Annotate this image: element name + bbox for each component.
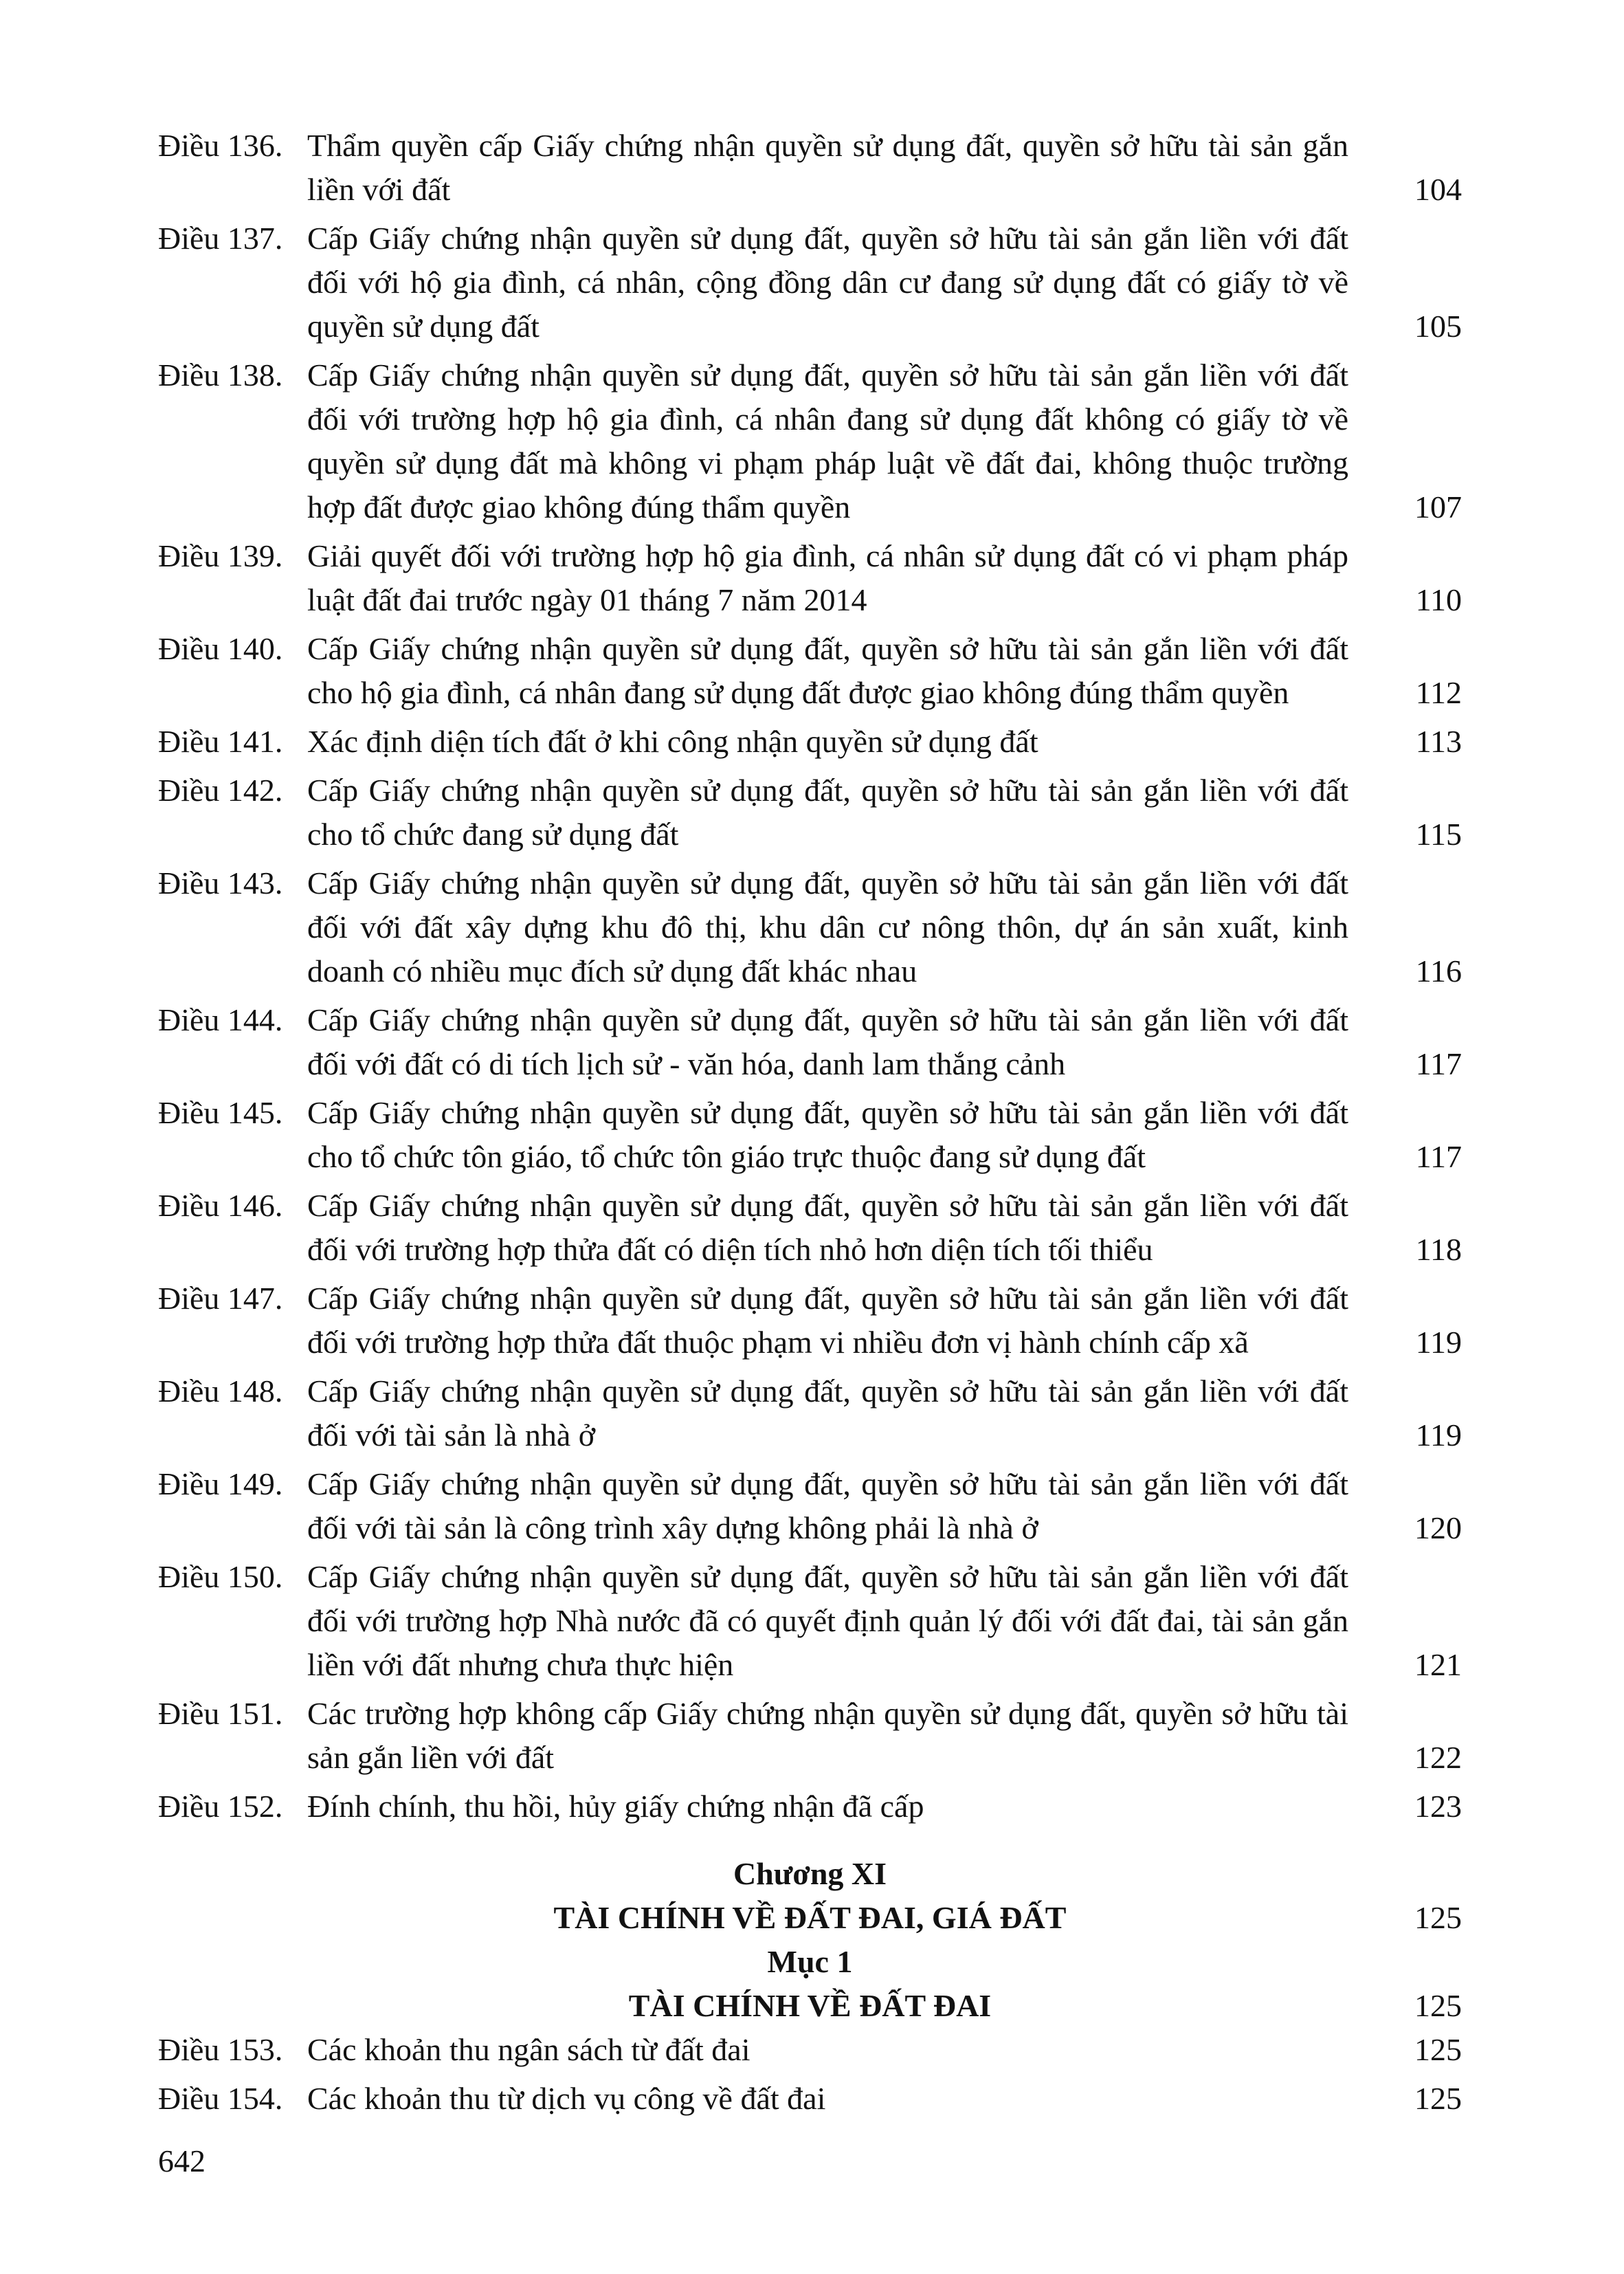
entry-article-label: Điều 148.	[158, 1373, 283, 1409]
toc-entry	[158, 769, 1462, 857]
entry-title: Cấp Giấy chứng nhận quyền sử dụng đất, quyền sở hữu tài sản gắn liền với đất đối với trường hợp hộ gia đình, cá nhân đang sử dụng đất không có giấy tờ về quyền sử dụng đất mà không vi phạm pháp luật về đất đai, không thuộc trường hợp đất được giao không đúng thẩm quyền	[307, 357, 1348, 525]
entry-article-label: Điều 147.	[158, 1281, 283, 1316]
entry-title: Đính chính, thu hồi, hủy giấy chứng nhận đã cấp	[307, 1789, 924, 1824]
entry-page-number: 104	[1414, 172, 1462, 207]
entry-title: Thẩm quyền cấp Giấy chứng nhận quyền sử dụng đất, quyền sở hữu tài sản gắn liền với đất	[307, 128, 1348, 207]
entry-title: Cấp Giấy chứng nhận quyền sử dụng đất, quyền sở hữu tài sản gắn liền với đất cho tổ chức tôn giáo, tổ chức tôn giáo trực thuộc đang sử dụng đất	[307, 1095, 1348, 1174]
entry-title: Cấp Giấy chứng nhận quyền sử dụng đất, quyền sở hữu tài sản gắn liền với đất đối với tài sản là nhà ở	[307, 1373, 1348, 1453]
entry-article-label: Điều 140.	[158, 631, 283, 666]
entry-title: Cấp Giấy chứng nhận quyền sử dụng đất, quyền sở hữu tài sản gắn liền với đất đối với trường hợp thửa đất có diện tích nhỏ hơn diện tích tối thiểu	[307, 1188, 1348, 1267]
entry-title: Giải quyết đối với trường hợp hộ gia đình, cá nhân sử dụng đất có vi phạm pháp luật đất đai trước ngày 01 tháng 7 năm 2014	[307, 538, 1348, 617]
entry-title: Các trường hợp không cấp Giấy chứng nhận quyền sử dụng đất, quyền sở hữu tài sản gắn liền với đất	[307, 1696, 1348, 1775]
heading-page-number: 125	[1414, 1988, 1462, 2023]
section-label: Mục 1	[767, 1944, 853, 1979]
entry-page-number: 125	[1414, 2032, 1462, 2067]
toc-entry	[158, 1785, 1462, 1829]
entry-title: Cấp Giấy chứng nhận quyền sử dụng đất, quyền sở hữu tài sản gắn liền với đất đối với hộ gia đình, cá nhân, cộng đồng dân cư đang sử dụng đất có giấy tờ về quyền sử dụng đất	[307, 221, 1348, 344]
toc-entry	[158, 353, 1462, 529]
entry-title: Cấp Giấy chứng nhận quyền sử dụng đất, quyền sở hữu tài sản gắn liền với đất đối với đất có di tích lịch sử - văn hóa, danh lam thắng cảnh	[307, 1002, 1348, 1081]
toc-entry	[158, 720, 1462, 764]
toc-entry	[158, 1184, 1462, 1272]
entry-page-number: 121	[1414, 1647, 1462, 1682]
entry-title: Cấp Giấy chứng nhận quyền sử dụng đất, quyền sở hữu tài sản gắn liền với đất đối với tài sản là công trình xây dựng không phải là nhà ở	[307, 1466, 1348, 1545]
toc-entry	[158, 1091, 1462, 1179]
entry-page-number: 117	[1415, 1046, 1462, 1081]
entry-article-label: Điều 149.	[158, 1466, 283, 1501]
entry-title: Cấp Giấy chứng nhận quyền sử dụng đất, quyền sở hữu tài sản gắn liền với đất đối với đất xây dựng khu đô thị, khu dân cư nông thôn, dự án sản xuất, kinh doanh có nhiều mục đích sử dụng đất khác nhau	[307, 865, 1348, 989]
entry-title: Cấp Giấy chứng nhận quyền sử dụng đất, quyền sở hữu tài sản gắn liền với đất cho tổ chức đang sử dụng đất	[307, 773, 1348, 852]
entry-page-number: 113	[1415, 724, 1462, 759]
chapter-title-heading	[158, 1896, 1462, 1940]
entry-article-label: Điều 142.	[158, 773, 283, 808]
footer-page-number: 642	[158, 2143, 205, 2178]
entry-page-number: 119	[1415, 1325, 1462, 1360]
entry-article-label: Điều 152.	[158, 1789, 283, 1824]
toc-entry	[158, 1462, 1462, 1550]
entry-page-number: 105	[1414, 309, 1462, 344]
entry-article-label: Điều 150.	[158, 1559, 283, 1594]
entry-page-number: 125	[1414, 2081, 1462, 2116]
entry-page-number: 120	[1414, 1510, 1462, 1545]
toc-entry	[158, 124, 1462, 212]
section-heading	[158, 1940, 1462, 1984]
toc-entry	[158, 1555, 1462, 1687]
toc-entry	[158, 2028, 1462, 2072]
chapter-heading	[158, 1852, 1462, 1896]
toc-entry	[158, 1369, 1462, 1457]
entry-title: Cấp Giấy chứng nhận quyền sử dụng đất, quyền sở hữu tài sản gắn liền với đất đối với trường hợp thửa đất thuộc phạm vi nhiều đơn vị hành chính cấp xã	[307, 1281, 1348, 1360]
toc-entry	[158, 627, 1462, 715]
entry-article-label: Điều 136.	[158, 128, 283, 163]
section-title-label: TÀI CHÍNH VỀ ĐẤT ĐAI	[628, 1988, 992, 2023]
toc-entry	[158, 1277, 1462, 1365]
entry-article-label: Điều 139.	[158, 538, 283, 573]
entry-article-label: Điều 138.	[158, 357, 283, 393]
entry-page-number: 119	[1415, 1417, 1462, 1453]
entry-article-label: Điều 151.	[158, 1696, 283, 1731]
toc-entry	[158, 217, 1462, 349]
entry-page-number: 115	[1415, 817, 1462, 852]
toc-entry	[158, 998, 1462, 1086]
entry-page-number: 112	[1415, 675, 1462, 710]
chapter-label: Chương XI	[733, 1856, 887, 1891]
entry-article-label: Điều 137.	[158, 221, 283, 256]
entry-article-label: Điều 144.	[158, 1002, 283, 1037]
entry-article-label: Điều 146.	[158, 1188, 283, 1223]
entry-article-label: Điều 153.	[158, 2032, 283, 2067]
entry-page-number: 123	[1414, 1789, 1462, 1824]
toc-entry	[158, 861, 1462, 993]
section-title-heading	[158, 1984, 1462, 2028]
entry-page-number: 117	[1415, 1139, 1462, 1174]
entry-article-label: Điều 145.	[158, 1095, 283, 1130]
entry-article-label: Điều 154.	[158, 2081, 283, 2116]
entry-title: Các khoản thu từ dịch vụ công về đất đai	[307, 2081, 826, 2116]
entry-page-number: 107	[1414, 489, 1462, 525]
toc-entry	[158, 2077, 1462, 2121]
heading-page-number: 125	[1414, 1900, 1462, 1935]
entry-page-number: 110	[1415, 582, 1462, 617]
entry-title: Cấp Giấy chứng nhận quyền sử dụng đất, quyền sở hữu tài sản gắn liền với đất đối với trường hợp Nhà nước đã có quyết định quản lý đối với đất đai, tài sản gắn liền với đất nhưng chưa thực hiện	[307, 1559, 1348, 1682]
toc-entry	[158, 1692, 1462, 1780]
toc-entry	[158, 534, 1462, 622]
entry-article-label: Điều 143.	[158, 865, 283, 901]
entry-page-number: 122	[1414, 1740, 1462, 1775]
entry-page-number: 116	[1415, 953, 1462, 989]
entry-article-label: Điều 141.	[158, 724, 283, 759]
entry-title: Cấp Giấy chứng nhận quyền sử dụng đất, quyền sở hữu tài sản gắn liền với đất cho hộ gia đình, cá nhân đang sử dụng đất được giao không đúng thẩm quyền	[307, 631, 1348, 710]
entry-title: Xác định diện tích đất ở khi công nhận quyền sử dụng đất	[307, 724, 1038, 759]
chapter-title-label: TÀI CHÍNH VỀ ĐẤT ĐAI, GIÁ ĐẤT	[553, 1900, 1067, 1935]
entry-page-number: 118	[1415, 1232, 1462, 1267]
toc-list	[158, 124, 1462, 2126]
entry-title: Các khoản thu ngân sách từ đất đai	[307, 2032, 750, 2067]
